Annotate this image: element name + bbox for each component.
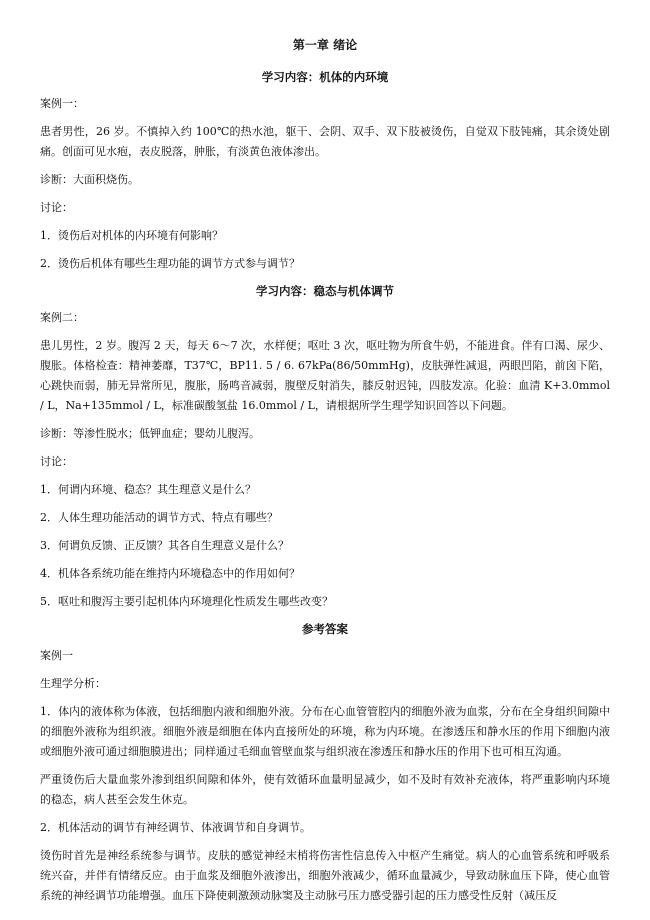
case-one-question: 1．烫伤后对机体的内环境有何影响？ <box>40 229 223 242</box>
case-two-question: 3．何谓负反馈、正反馈？其各自生理意义是什么？ <box>40 539 289 552</box>
case-one-discussion-label: 讨论： <box>40 201 73 214</box>
case-one-diagnosis: 诊断：大面积烧伤。 <box>40 173 139 186</box>
section-heading-homeostasis: 学习内容：稳态与机体调节 <box>256 284 394 298</box>
answer-paragraph: 烫伤时首先是神经系统参与调节。皮肤的感觉神经末梢将伤害性信息传入中枢产生痛觉。病人的心血管系统和呼吸系统兴奋，并伴有情绪反应。由于血浆及细胞外液渗出，细胞外液减少，循环血量减少，导致动脉血压下降，使心血管系统的神经调节功能增强。血压下降使刺激颈动脉窦及主动脉弓压力感受器引起的压力感受性反射（减压反 <box>40 849 610 902</box>
case-two-question: 4．机体各系统功能在维持内环境稳态中的作用如何？ <box>40 567 300 580</box>
answers-case-label: 案例一 <box>40 649 73 662</box>
case-one-text: 患者男性，26 岁。不慎掉入约 100℃的热水池，躯干、会阴、双手、双下肢被烫伤，自觉双下肢钝痛，其余烫处剧痛。创面可见水疱，表皮脱落，肿胀，有淡黄色液体渗出。 <box>40 125 610 158</box>
answers-analysis-label: 生理学分析： <box>40 677 106 690</box>
case-two-text: 患儿男性，2 岁。腹泻 2 天，每天 6～7 次，水样便；呕吐 3 次，呕吐物为所食牛奶，不能进食。伴有口渴、尿少、腹胀。体格检查：精神萎靡，T37℃，BP11. 5 / 6. 67kPa(86/50mmHg)，皮肤弹性减退，两眼凹陷，前囟下陷，心跳快而弱，肺无异常所见，腹胀，肠鸣音减弱，腹壁反射消失，膝反射迟钝，四肢发凉。化验：血清 K+3.0mmol / L，Na+135mmol / L，标准碳酸氢盐 16.0mmol / L，请根据所学生理学知识回答以下问题。 <box>40 339 610 412</box>
case-two-label: 案例二： <box>40 311 84 324</box>
case-one-question: 2．烫伤后机体有哪些生理功能的调节方式参与调节？ <box>40 257 300 270</box>
answer-paragraph: 2．机体活动的调节有神经调节、体液调节和自身调节。 <box>40 821 311 834</box>
case-one-label: 案例一： <box>40 97 84 110</box>
chapter-title: 第一章 绪论 <box>292 38 358 52</box>
answer-paragraph: 严重烫伤后大量血浆外渗到组织间隙和体外，使有效循环血量明显减少，如不及时有效补充液体，将严重影响内环境的稳态，病人甚至会发生休克。 <box>40 773 610 806</box>
case-two-question: 5．呕吐和腹泻主要引起机体内环境理化性质发生哪些改变？ <box>40 595 333 608</box>
case-two-question: 1．何谓内环境、稳态？其生理意义是什么？ <box>40 483 256 496</box>
case-two-question: 2．人体生理功能活动的调节方式、特点有哪些？ <box>40 511 278 524</box>
case-two-discussion-label: 讨论： <box>40 455 73 468</box>
answer-paragraph: 1．体内的液体称为体液，包括细胞内液和细胞外液。分布在心血管管腔内的细胞外液为血浆，分布在全身组织间隙中的细胞外液称为组织液。细胞外液是细胞在体内直接所处的环境，称为内环境。在渗透压和静水压的作用下细胞内液或细胞外液可通过细胞膜进出；同样通过毛细血管壁血浆与组织液在渗透压和静水压的作用下也可相互沟通。 <box>40 705 610 758</box>
answers-heading: 参考答案 <box>302 622 348 636</box>
case-two-diagnosis: 诊断：等渗性脱水；低钾血症；婴幼儿腹泻。 <box>40 427 260 440</box>
section-heading-internal-environment: 学习内容：机体的内环境 <box>261 70 389 84</box>
